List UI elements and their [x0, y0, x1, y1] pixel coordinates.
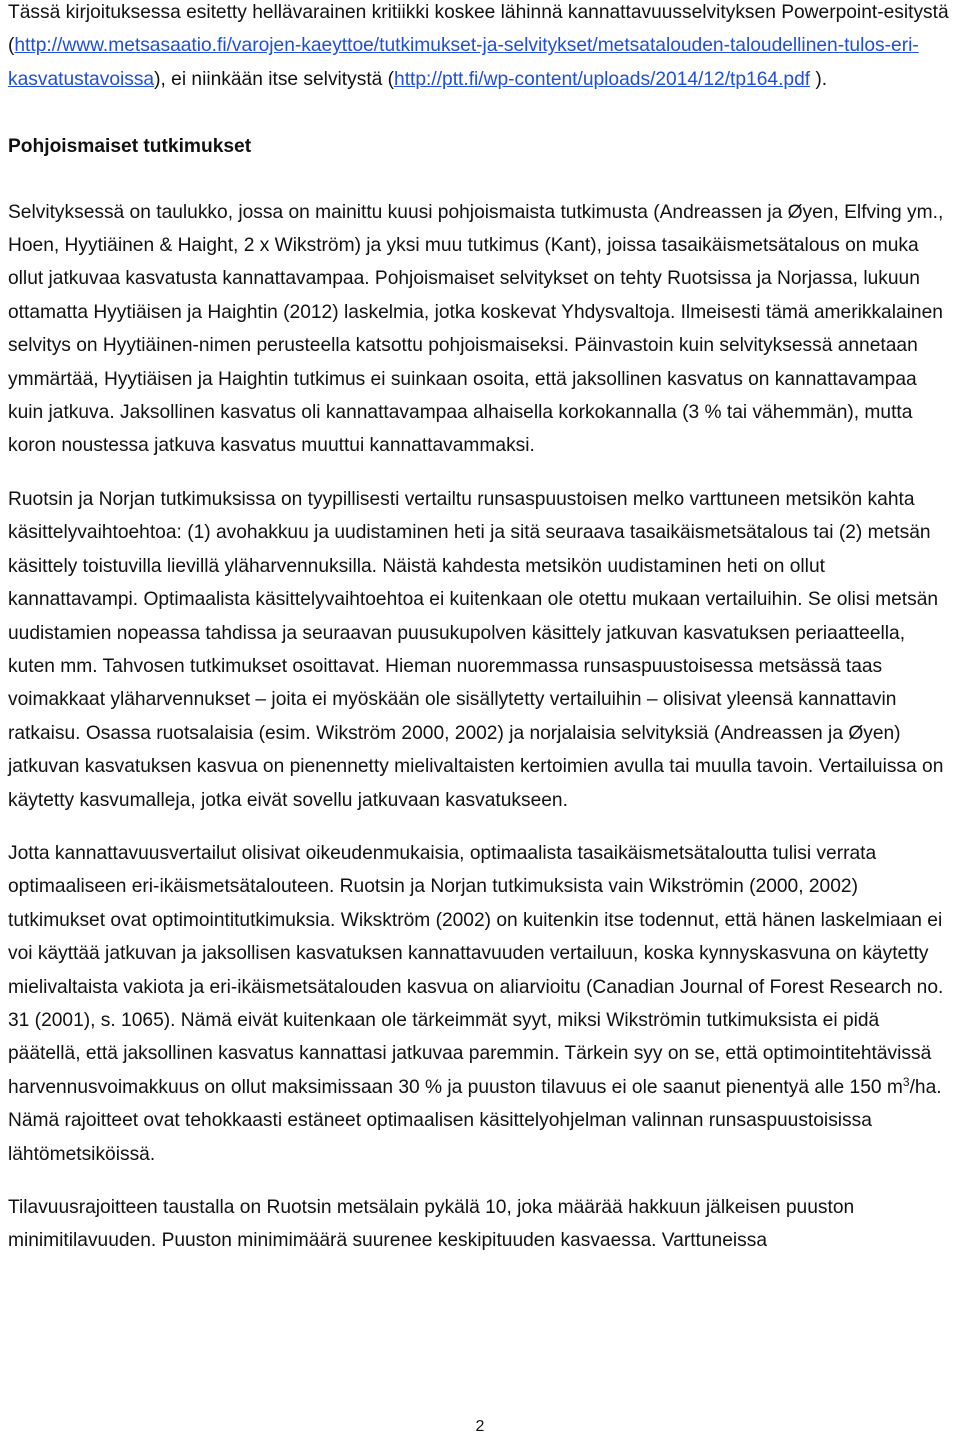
powerpoint-link[interactable]: http://www.metsasaatio.fi/varojen-kaeyttoe/tutkimukset-ja-selvitykset/metsatalouden-taloudellinen-tulos-eri-kasvatustavoissa — [8, 35, 919, 90]
intro-text-2: ), ei niinkään itse selvitystä ( — [154, 68, 395, 90]
paragraph-1: Selvityksessä on taulukko, jossa on mainittu kuusi pohjoismaista tutkimusta (Andreassen ja Øyen, Elfving ym., Hoen, Hyytiäinen & Haight, 2 x Wikström) ja yksi muu tutkimus (Kant), joissa tasaikäismetsätalous on muka ollut jatkuvaa kasvatusta kannattavampaa. Pohjoismaiset selvitykset on tehty Ruotsissa ja Norjassa, lukuun ottamatta Hyytiäisen ja Haightin (2012) laskelmia, jotka koskevat Yhdysvaltoja. Ilmeisesti tämä amerikkalainen selvitys on Hyytiäinen-nimen perusteella katsottu pohjoismaiseksi. Päinvastoin kuin selvityksessä annetaan ymmärtää, Hyytiäisen ja Haightin tutkimus ei suinkaan osoita, että jaksollinen kasvatus on kannattavampaa kuin jatkuva. Jaksollinen kasvatus oli kannattavampaa alhaisella korkokannalla (3 % tai vähemmän), mutta koron noustessa jatkuva kasvatus muuttui kannattavammaksi. — [8, 201, 944, 457]
page-number: 2 — [475, 1418, 485, 1435]
paragraph-3 — [8, 837, 954, 1171]
paragraph-3-text-a: Jotta kannattavuusvertailut olisivat oikeudenmukaisia, optimaalista tasaikäismetsätaloutta tulisi verrata optimaaliseen eri-ikäismetsätalouteen. Ruotsin ja Norjan tutkimuksista vain Wikströmin (2000, 2002) tutkimukset ovat optimointitutkimuksia. Wiksktröm (2002) on kuitenkin itse todennut, että hänen laskelmiaan ei voi käyttää jatkuvan ja jaksollisen kasvatuksen kannattavuuden vertailuun, koska kynnyskasvuna on käytetty mielivaltaista vakiota ja eri-ikäismetsätalouden kasvua on aliarvioitu (Canadian Journal of Forest Research no. 31 (2001), s. 1065). Nämä eivät kuitenkaan ole tärkeimmät syyt, miksi Wikströmin tutkimuksista ei pidä päätellä, että jaksollinen kasvatus kannattasi jatkuvaa paremmin. Tärkein syy on se, että optimointitehtävissä harvennusvoimakkuus on ollut maksimissaan 30 % ja puuston tilavuus ei ole saanut pienentyä alle 150 m — [8, 842, 944, 1098]
intro-text-1: Tässä kirjoituksessa esitetty hellävarainen kritiikki koskee lähinnä kannattavuusselvityksen Powerpoint-esitystä ( — [8, 2, 949, 57]
paragraph-3-text-b: /ha. Nämä rajoitteet ovat tehokkaasti estäneet optimaalisen käsittelyohjelman valinnan runsaspuustoisissa lähtömetsiköissä. — [8, 1076, 942, 1165]
paragraph-4: Tilavuusrajoitteen taustalla on Ruotsin metsälain pykälä 10, joka määrää hakkuun jälkeisen puuston minimitilavuuden. Puuston minimimäärä suurenee keskipituuden kasvaessa. Varttuneissa — [8, 1197, 855, 1252]
paragraph-2: Ruotsin ja Norjan tutkimuksissa on tyypillisesti vertailtu runsaspuustoisen melko varttuneen metsikön kahta käsittelyvaihtoehtoa: (1) avohakkuu ja uudistaminen heti ja sitä seuraava tasaikäismetsätalous tai (2) metsän käsittely toistuvilla lievillä yläharvennuksilla. Näistä kahdesta metsikön uudistaminen heti on ollut kannattavampi. Optimaalista käsittelyvaihtoehtoa ei kuitenkaan ole otettu mukaan vertailuihin. Se olisi metsän uudistamien nopeassa tahdissa ja seuraavan puusukupolven käsittely jatkuvan kasvatuksen periaatteella, kuten mm. Tahvosen tutkimukset osoittavat. Hieman nuoremmassa runsaspuustoisessa metsässä taas voimakkaat yläharvennukset – joita ei myöskään ole sisällytetty vertailuihin – olisivat yleensä kannattavin ratkaisu. Osassa ruotsalaisia (esim. Wikström 2000, 2002) ja norjalaisia selvityksiä (Andreassen ja Øyen) jatkuvan kasvatuksen kasvua on pienennetty mielivaltaisten kertoimien avulla tai muulla tavoin. Vertailuissa on käytetty kasvumalleja, jotka eivät sovellu jatkuvaan kasvatukseen. — [8, 488, 944, 811]
document-page — [8, 0, 954, 1258]
report-pdf-link[interactable]: http://ptt.fi/wp-content/uploads/2014/12/tp164.pdf — [394, 68, 811, 90]
section-heading: Pohjoismaiset tutkimukset — [8, 136, 252, 158]
intro-text-3: ). — [810, 68, 828, 90]
superscript-3: 3 — [902, 1074, 910, 1089]
intro-paragraph — [8, 0, 954, 96]
